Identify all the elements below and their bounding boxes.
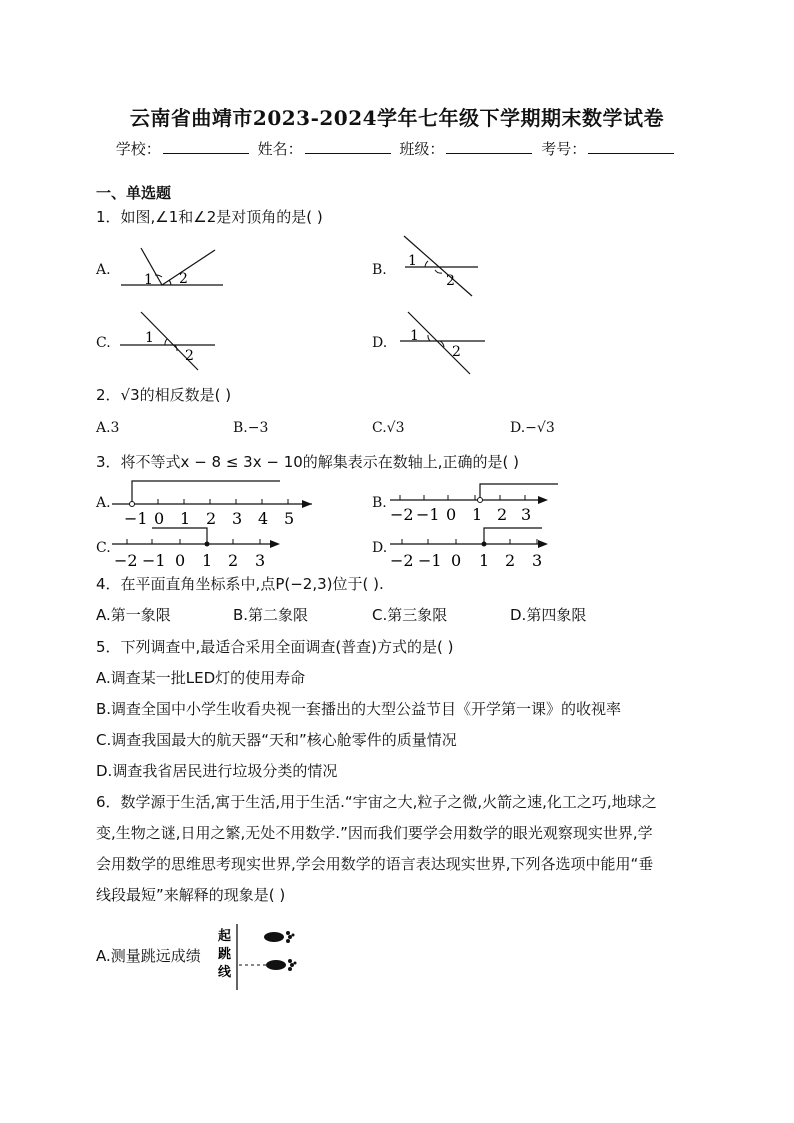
- figure-label-xian: 线: [218, 965, 232, 980]
- axis-c-tick: 1: [202, 551, 213, 570]
- axis-a-tick: −1: [124, 509, 148, 528]
- footprint-icon: [266, 959, 297, 971]
- q1a-angle1: 1: [144, 272, 153, 288]
- q4-option-d: D.第四象限: [510, 606, 587, 624]
- figure-label-tiao: 跳: [218, 947, 232, 962]
- question-2: 2．√3的相反数是( ): [96, 386, 232, 404]
- q3-option-d-label: D.: [372, 540, 388, 556]
- q3-option-b-label: B.: [372, 495, 387, 511]
- q1-option-b-label: B.: [372, 262, 387, 278]
- q1b-angle2: 2: [446, 273, 455, 289]
- question-6-line: 变,生物之谜,日用之繁,无处不用数学.”因而我们要学会用数学的眼光观察现实世界,学: [96, 824, 653, 842]
- axis-d-tick: −1: [418, 551, 442, 570]
- q1-option-a-label: A.: [96, 262, 111, 278]
- school-field[interactable]: [163, 139, 249, 154]
- axis-d-tick: 3: [532, 551, 543, 570]
- number-field[interactable]: [588, 139, 674, 154]
- q1-figure-c: [115, 308, 220, 373]
- q2-option-b: B.−3: [233, 420, 269, 436]
- school-label: 学校：: [115, 140, 161, 158]
- q5-option-a: A.调查某一批LED灯的使用寿命: [96, 669, 306, 687]
- name-field[interactable]: [305, 139, 391, 154]
- question-5: 5．下列调查中,最适合采用全面调查(普查)方式的是( ): [96, 638, 454, 656]
- question-3: 3．将不等式x − 8 ≤ 3x − 10的解集表示在数轴上,正确的是( ): [96, 453, 520, 471]
- q6-option-a: A.测量跳远成绩: [96, 947, 201, 965]
- axis-b-tick: 3: [521, 505, 532, 524]
- q5-option-c: C.调查我国最大的航天器“天和”核心舱零件的质量情况: [96, 731, 457, 749]
- question-6-line: 6．数学源于生活,寓于生活,用于生活.“宇宙之大,粒子之微,火箭之速,化工之巧,地球之: [96, 793, 657, 811]
- student-info: [0, 138, 794, 159]
- q4-option-c: C.第三象限: [372, 606, 448, 624]
- section-heading: 一、单选题: [96, 184, 172, 202]
- q3-numberline-d: [390, 524, 560, 572]
- q1c-angle1: 1: [145, 330, 154, 346]
- question-6-line: 线段最短”来解释的现象是( ): [96, 886, 286, 904]
- q1c-angle2: 2: [185, 348, 194, 364]
- q1-figure-d: [390, 308, 490, 378]
- axis-d-tick: −2: [390, 551, 414, 570]
- axis-a-tick: 3: [232, 509, 243, 528]
- axis-a-tick: 1: [180, 509, 191, 528]
- axis-d-tick: 2: [505, 551, 516, 570]
- q5-option-b: B.调查全国中小学生收看央视一套播出的大型公益节目《开学第一课》的收视率: [96, 700, 622, 718]
- q1d-angle2: 2: [452, 344, 461, 360]
- axis-c-tick: −1: [142, 551, 166, 570]
- q3-option-c-label: C.: [96, 540, 111, 556]
- axis-b-tick: 1: [472, 505, 483, 524]
- q5-option-d: D.调查我省居民进行垃圾分类的情况: [96, 762, 338, 780]
- q1-option-c-label: C.: [96, 335, 111, 351]
- q3-numberline-b: [390, 480, 560, 528]
- q1b-angle1: 1: [408, 253, 417, 269]
- number-label: 考号：: [541, 140, 587, 158]
- q4-option-b: B.第二象限: [233, 606, 309, 624]
- axis-d-tick: 1: [479, 551, 490, 570]
- axis-a-tick: 2: [206, 509, 217, 528]
- q3-option-a-label: A.: [96, 495, 111, 511]
- axis-b-tick: 0: [446, 505, 457, 524]
- class-label: 班级：: [399, 140, 445, 158]
- q2-option-a: A.3: [96, 420, 120, 436]
- question-6-line: 会用数学的思维思考现实世界,学会用数学的语言表达现实世界,下列各选项中能用“垂: [96, 855, 654, 873]
- q3-numberline-a: [112, 478, 317, 528]
- page-title: 云南省曲靖市2023-2024学年七年级下学期期末数学试卷: [129, 106, 665, 130]
- q4-option-a: A.第一象限: [96, 606, 171, 624]
- question-4: 4．在平面直角坐标系中,点P(−2,3)位于( ).: [96, 575, 384, 593]
- q1d-angle1: 1: [410, 328, 419, 344]
- class-field[interactable]: [446, 139, 532, 154]
- q2-option-d: D.−√3: [510, 420, 555, 436]
- axis-b-tick: −1: [416, 505, 440, 524]
- q1a-angle2: 2: [179, 271, 188, 287]
- q1-option-d-label: D.: [372, 335, 388, 351]
- q1-figure-b: [390, 232, 490, 302]
- axis-b-tick: 2: [497, 505, 508, 524]
- axis-b-tick: −2: [390, 505, 414, 524]
- q3-numberline-c: [112, 524, 287, 572]
- name-label: 姓名：: [257, 140, 303, 158]
- q1-figure-a: [115, 240, 230, 295]
- axis-a-tick: 4: [258, 509, 269, 528]
- axis-c-tick: 0: [175, 551, 186, 570]
- axis-c-tick: 3: [255, 551, 266, 570]
- q2-option-c: C.√3: [372, 420, 405, 436]
- axis-d-tick: 0: [451, 551, 462, 570]
- axis-c-tick: −2: [114, 551, 138, 570]
- axis-c-tick: 2: [228, 551, 239, 570]
- q6-figure-a: [212, 922, 312, 994]
- axis-a-tick: 0: [154, 509, 165, 528]
- footprint-icon: [264, 931, 295, 943]
- question-1: 1．如图,∠1和∠2是对顶角的是( ): [96, 208, 323, 226]
- axis-a-tick: 5: [284, 509, 295, 528]
- figure-label-qi: 起: [218, 929, 232, 944]
